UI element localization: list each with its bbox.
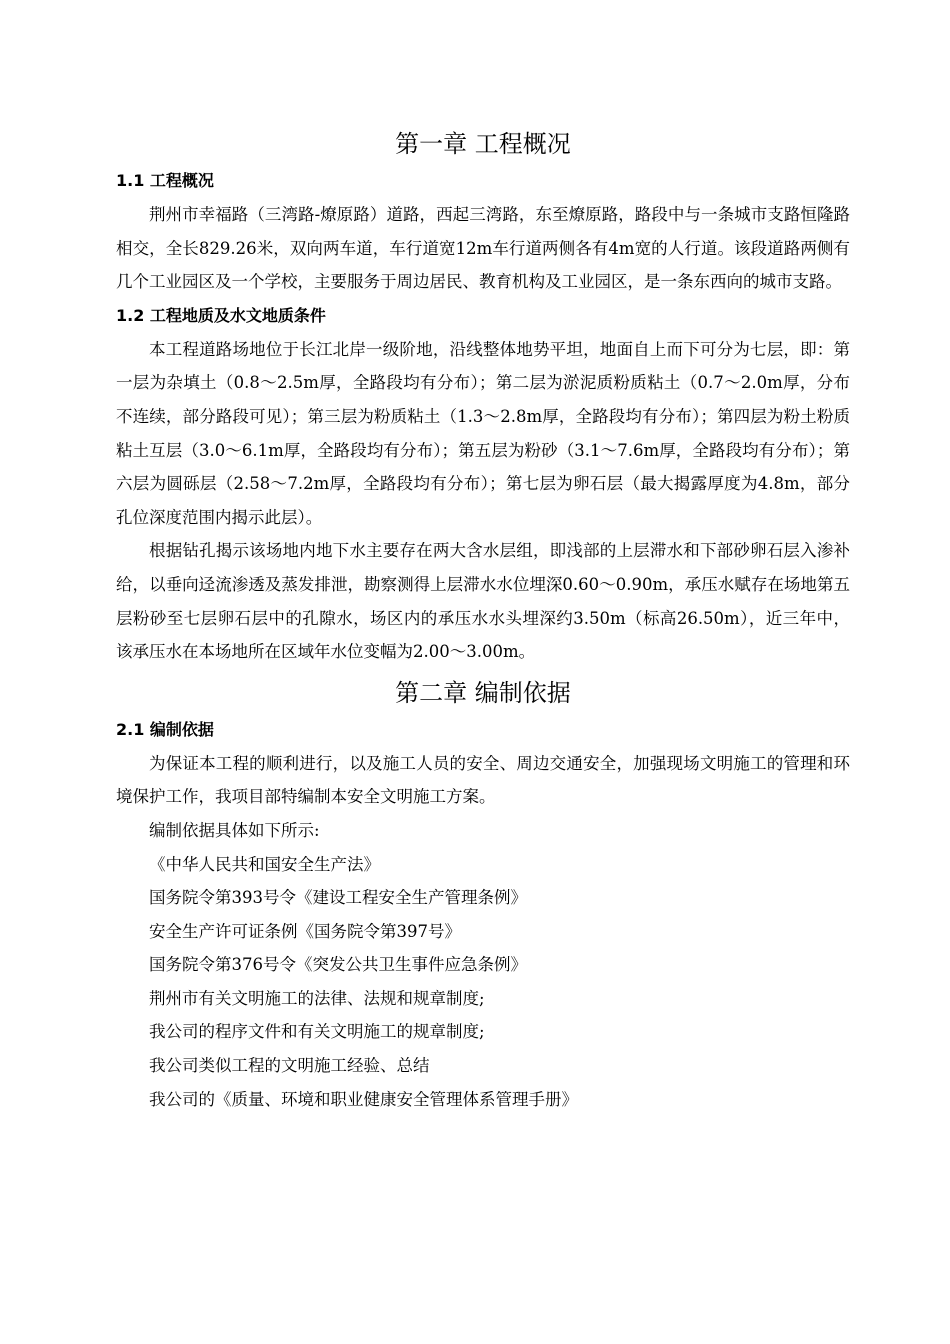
basis-list-item: 国务院令第393号令《建设工程安全生产管理条例》 (149, 888, 527, 908)
basis-list-item: 《中华人民共和国安全生产法》 (149, 854, 380, 874)
chapter-1-title: 第一章 工程概况 (395, 130, 571, 158)
section-2-1-paragraph: 为保证本工程的顺利进行，以及施工人员的安全、周边交通安全，加强现场文明施工的管理和环境保护工作，我项目部特编制本安全文明施工方案。 (116, 753, 850, 807)
chapter-2-title: 第二章 编制依据 (395, 678, 571, 707)
section-1-1-heading: 1.1 工程概况 (116, 171, 214, 190)
section-1-1-paragraph: 荆州市幸福路（三湾路-燎原路）道路，西起三湾路，东至燎原路，路段中与一条城市支路恒隆路相交，全长829.26米，双向两车道，车行道宽12m车行道两侧各有4m宽的人行道。该段道路两侧有几个工业园区及一个学校，主要服务于周边居民、教育机构及工业园区，是一条东西向的城市支路。 (116, 205, 850, 292)
basis-list-item: 我公司的程序文件和有关文明施工的规章制度; (149, 1022, 485, 1042)
basis-list-item: 我公司的《质量、环境和职业健康安全管理体系管理手册》 (149, 1089, 578, 1109)
section-1-2-heading: 1.2 工程地质及水文地质条件 (116, 305, 326, 325)
document-page (116, 124, 850, 1116)
basis-list-intro: 编制依据具体如下所示: (149, 820, 320, 840)
section-1-2-paragraph-2: 根据钻孔揭示该场地内地下水主要存在两大含水层组，即浅部的上层滞水和下部砂卵石层入渗补给，以垂向迳流渗透及蒸发排泄，勘察测得上层滞水水位埋深0.60～0.90m，承压水赋存在场地第五层粉砂至七层卵石层中的孔隙水，场区内的承压水水头埋深约3.50m（标高26.50m），近三年中，该承压水在本场地所在区域年水位变幅为2.00～3.00m。 (116, 541, 850, 662)
basis-list-item: 我公司类似工程的文明施工经验、总结 (149, 1056, 430, 1076)
section-2-1-heading: 2.1 编制依据 (116, 719, 214, 739)
basis-list-item: 荆州市有关文明施工的法律、法规和规章制度; (149, 988, 485, 1008)
basis-list-item: 安全生产许可证条例《国务院令第397号》 (149, 921, 461, 941)
section-1-2-paragraph-1: 本工程道路场地位于长江北岸一级阶地，沿线整体地势平坦，地面自上而下可分为七层，即：第一层为杂填土（0.8～2.5m厚，全路段均有分布）；第二层为淤泥质粉质粘土（0.7～2.0m厚，分布不连续，部分路段可见）；第三层为粉质粘土（1.3～2.8m厚，全路段均有分布）；第四层为粉土粉质粘土互层（3.0～6.1m厚，全路段均有分布）；第五层为粉砂（3.1～7.6m厚，全路段均有分布）；第六层为圆砾层（2.58～7.2m厚，全路段均有分布）；第七层为卵石层（最大揭露厚度为4.8m，部分孔位深度范围内揭示此层）。 (116, 339, 850, 527)
basis-list-item: 国务院令第376号令《突发公共卫生事件应急条例》 (149, 955, 527, 975)
